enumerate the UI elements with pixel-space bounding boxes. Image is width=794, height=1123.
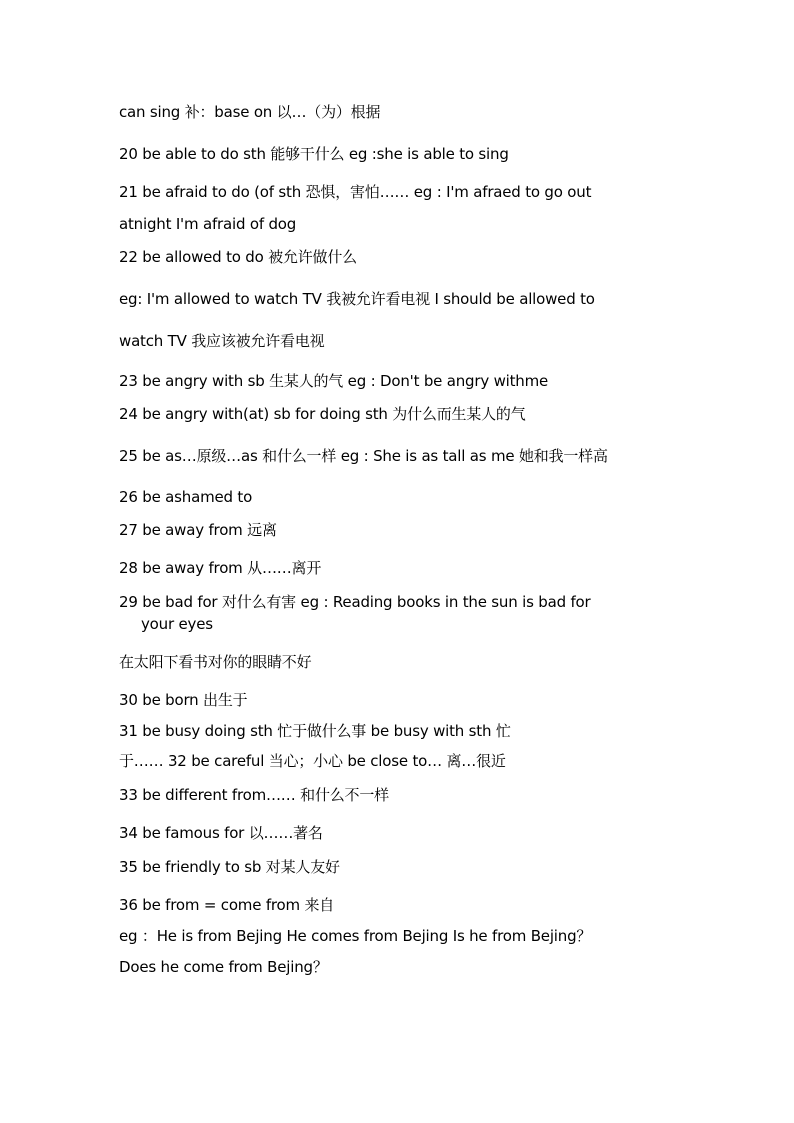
- text-line-32: 于…… 32 be careful 当心；小心 be close to… 离…很近: [119, 752, 506, 770]
- text-line-22-example-cont: watch TV 我应该被允许看电视: [119, 332, 325, 350]
- text-line-20: 20 be able to do sth 能够干什么 eg :she is able to sing: [119, 145, 509, 163]
- text-line-33: 33 be different from…… 和什么不一样: [119, 786, 389, 804]
- text-line-23: 23 be angry with sb 生某人的气 eg : Don't be angry withme: [119, 372, 549, 390]
- text-line-24: 24 be angry with(at) sb for doing sth 为什么而生某人的气: [119, 405, 526, 423]
- text-line-28: 28 be away from 从……离开: [119, 559, 322, 577]
- text-line-25: 25 be as…原级…as 和什么一样 eg : She is as tall as me 她和我一样高: [119, 447, 608, 465]
- text-line-21: 21 be afraid to do (of sth 恐惧，害怕…… eg : I'm afraed to go out: [119, 183, 592, 201]
- text-line-36-example-cont: Does he come from Bejing？: [119, 958, 328, 976]
- text-line-31: 31 be busy doing sth 忙于做什么事 be busy with sth 忙: [119, 722, 511, 740]
- text-line-base-on: can sing 补：base on 以…（为）根据: [119, 103, 381, 121]
- text-line-36-example: eg ：He is from Bejing He comes from Bejing Is he from Bejing？: [119, 927, 592, 945]
- text-line-35: 35 be friendly to sb 对某人友好: [119, 858, 340, 876]
- text-line-26: 26 be ashamed to: [119, 488, 253, 506]
- text-line-21-cont: atnight I'm afraid of dog: [119, 215, 297, 233]
- text-line-22: 22 be allowed to do 被允许做什么: [119, 248, 357, 266]
- text-line-29: 29 be bad for 对什么有害 eg : Reading books in the sun is bad for: [119, 593, 591, 611]
- text-line-36: 36 be from = come from 来自: [119, 896, 335, 914]
- text-line-29-cont: your eyes: [141, 615, 213, 633]
- text-line-27: 27 be away from 远离: [119, 521, 277, 539]
- text-line-22-example: eg: I'm allowed to watch TV 我被允许看电视 I should be allowed to: [119, 290, 595, 308]
- text-line-34: 34 be famous for 以……著名: [119, 824, 323, 842]
- text-line-30: 30 be born 出生于: [119, 691, 248, 709]
- text-line-29-translation: 在太阳下看书对你的眼睛不好: [119, 653, 312, 671]
